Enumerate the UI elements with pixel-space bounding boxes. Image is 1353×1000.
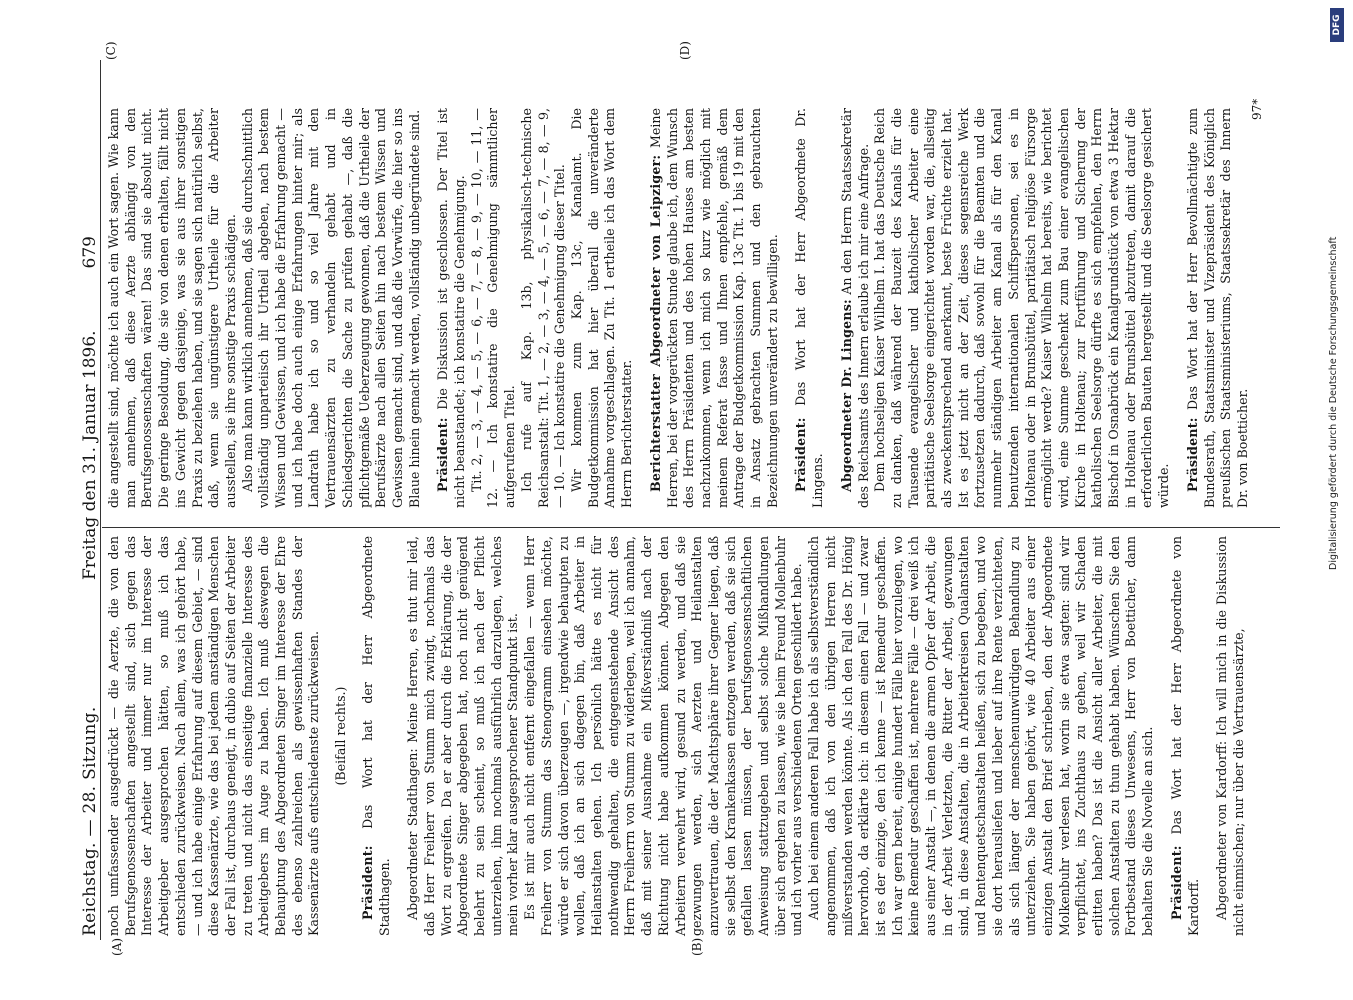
applause-note: (Beifall rechts.) <box>333 686 349 786</box>
left-column <box>106 536 1248 936</box>
remark-text: Das Wort hat der Herr Bevollmächtigte zum Bundesrath, Staatsminister und Vizepräsident des Königlich preußischen Staatsministeriums, Staatssekretär des Innern Dr. von Boetticher. <box>1184 108 1250 508</box>
speaker-name: Präsident: <box>793 417 809 492</box>
margin-marker-a: (A) <box>110 937 124 956</box>
header-date: Freitag den 31. Januar 1896. <box>80 330 100 580</box>
president-remark <box>793 108 826 508</box>
page-number: 679 <box>80 236 100 269</box>
speaker-name: Präsident: <box>359 845 375 920</box>
paragraph: Wir kommen zum Kap. 13c, Kanalamt. Die Budgetkommission hat hier überall die unveränderte Annahme vorgeschlagen. Zu Tit. 1 ertheile ich das Wort dem Herrn Berichterstatter. <box>568 108 635 508</box>
paragraph: Also man kann wirklich annehmen, daß sie durchschnittlich vollständig unparteiisch ihr Urtheil abgeben, nach bestem Wissen und Gewissen, und ich habe die Erfahrung gemacht — und ich habe doch auch einige Erfahrungen hinter mir; als Landrath habe ich so und so viel Jahre mit den Vertrauensärzten zu verhandeln gehabt und in Schiedsgerichten die Sache zu prüfen gehabt —, daß die pflichtgemäße Ueberzeugung gewonnen, daß die Urtheile der Berufsärzte nach allen Seiten hin nach bestem Wissen und Gewissen gemacht sind, und daß die Vorwürfe, die hier so ins Blaue hinein gemacht werden, vollständig unbegründete sind. <box>239 108 422 508</box>
president-remark <box>435 108 468 508</box>
speaker-remark <box>839 108 872 508</box>
margin-marker-b: (B) <box>690 937 704 956</box>
speaker-name: Präsident: <box>1184 417 1200 492</box>
paragraph: die angestellt sind, möchte ich auch ein Wort sagen. Wie kann man annehmen, daß diese Aerzte abhängig von den Berufsgenossenschaften wären! Das sind sie absolut nicht. Die geringe Besoldung, die sie von denen erhalten, fällt nicht ins Gewicht gegen dasjenige, was sie aus ihrer sonstigen Praxis zu beziehen haben, und sie sagen sich natürlich selbst, daß, wenn sie ungünstigere Urtheile für die Arbeiter ausstellen, sie ihre sonstige Praxis schädigen. <box>106 108 238 508</box>
president-remark <box>1169 536 1202 936</box>
margin-marker-c: (C) <box>104 41 118 60</box>
paragraph: Abgeordneter von Kardorff: Ich will mich in die Diskussion nicht einmischen; nur über die Vertrauensärzte, <box>1214 536 1246 936</box>
digitization-credit: Digitalisierung gefördert durch die Deutsche Forschungsgemeinschaft <box>1328 236 1339 570</box>
remark-text: Die Diskussion ist geschlossen. Der Titel ist nicht beanstandet; ich konstatire die Genehmigung. <box>435 108 468 508</box>
paragraph: Es ist mir auch nicht entfernt eingefallen — wenn Herr Freiherr von Stumm das Stenogramm einsehen möchte, würde er sich davon überzeugen —, irgendwie behaupten zu wollen, daß ich an sich dagegen bin, daß Arbeiter in Heilanstalten gehen. Ich persönlich hätte es nicht für nothwendig gehalten, die entgegenstehende Ansicht des Herrn Freiherrn von Stumm zu widerlegen, weil ich annahm, daß mit seiner Ausnahme ein Mißverständniß nach der Richtung nicht habe aufkommen können. Abgegen den Arbeitern verwehrt wird, gesund zu werden, und daß sie gezwungen werden, sich Aerzten und Heilanstalten anzuvertrauen, die der Machtsphäre ihrer Gegner liegen, daß sie selbst den Krankenkassen entzogen werden, daß sie sich gefallen lassen müssen, der berufsgenossenschaftlichen Anweisung stattzugeben und selbst solche Mißhandlungen über sich ergehen zu lassen, wie sie heim Freund Mollenbuhr und ich vorher aus verschiedenen Orten geschildert habe. <box>522 536 805 936</box>
president-remark <box>1185 108 1252 508</box>
paragraph: Tit. 2, — 3, — 4, — 5, — 6, — 7, — 8, — 9, — 10, — 11, — 12. — Ich konstatire die Genehmigung sämmtlicher aufgerufenen Titel. <box>468 108 518 508</box>
speaker-remark <box>648 108 782 508</box>
remark-text: Das Wort hat der Herr Abgeordnete Dr. Lingens. <box>793 108 826 508</box>
header-rule <box>100 60 101 940</box>
margin-marker-d: (D) <box>678 41 692 60</box>
dfg-logo: DFG <box>1330 8 1344 42</box>
paragraph: Abgeordneter Stadthagen: Meine Herren, es thut mir leid, daß Herr Freiherr von Stumm mich zwingt, nochmals das Wort zu ergreifen. Da er aber durch die Erklärung, die der Abgeordnete Singer abgegeben hat, noch nicht genügend belehrt zu sein scheint, so muß ich nach der Pflicht unterziehen, ihm nochmals ausführlich darzulegen, welches mein vorher klar ausgesprochener Standpunkt ist. <box>405 536 521 936</box>
remark-text: Das Wort hat der Herr Abgeordnete von Kardorff. <box>1168 536 1201 936</box>
speaker-name: Berichterstatter Abgeordneter von Leipziger: <box>647 154 663 492</box>
speaker-name: Präsident: <box>435 417 451 492</box>
speaker-name: Präsident: <box>1168 845 1184 920</box>
speaker-name: Abgeordneter Dr. Lingens: <box>838 299 854 492</box>
column-divider <box>102 527 1280 528</box>
paragraph: Auch bei einem anderen Fall habe ich als selbstverständlich angenommen, daß ich von den übrigen Herren nicht mißverstanden werden könnte. Als ich den Fall des Dr. Hönig hervorhob, da erklärte ich: in diesem einen Fall — und zwar ist es der einzige, den ich kenne — ist Remedur geschaffen. Ich war gern bereit, einige hundert Fälle hier vorzulegen, wo keine Remedur geschaffen ist, mehrere Fälle — drei weiß ich aus einer Anstalt —, in denen die armen Opfer der Arbeit, die in der Arbeit Verletzten, die Ritter der Arbeit, gezwungen sind, in diese Anstalten, die in Arbeiterkreisen Qualanstalten und Rentenquetschanstalten heißen, sich zu begeben, und wo sie dort herausliefen und lieber auf ihre Rente verzichteten, als sich länger der menschenunwürdigen Behandlung zu unterziehen. Sie haben gehört, wie 40 Arbeiter aus einer einzigen Anstalt den Brief schrieben, den der Abgeordnete Molkenbuhr verlesen hat, worin sie etwa sagten: sind wir verpflichtet, ins Zuchthaus zu gehen, weil wir Schaden erlitten haben? Das ist die Ansicht aller Arbeiter, die mit solchen Anstalten zu thun gehabt haben. Wünschen Sie den Fortbestand dieses Unwesens, Herr von Boetticher, dann behalten Sie die Novelle an sich. <box>806 536 1156 936</box>
right-column <box>106 108 1252 508</box>
paragraph: noch umfassender ausgedrückt — die Aerzte, die von den Berufsgenossenschaften angestellt sind, sich gegen das Interesse der Arbeiter und immer nur im Interesse der Arbeitgeber ausgesprochen hätten, so muß ich das entschieden zurückweisen. Nach allem, was ich gehört habe, — und ich habe einige Erfahrung auf diesem Gebiet, — sind diese Kassenärzte, wie das bei jedem anständigen Menschen der Fall ist, durchaus geneigt, in dubio auf Seiten der Arbeiter zu treten und nicht das einseitige finanzielle Interesse des Arbeitgebers im Auge zu haben. Ich muß deswegen die Behauptung des Abgeordneten Singer im Interesse der Ehre des ebenso zahlreichen als gewissenhaften Standes der Kassenärzte aufs entschiedenste zurückweisen. <box>106 536 322 936</box>
president-remark <box>360 536 393 936</box>
remark-text: Das Wort hat der Herr Abgeordnete Stadthagen. <box>359 536 392 936</box>
remark-text: Meine Herren, bei der vorgerückten Stunde glaube ich, dem Wunsch des Herrn Präsidenten und des hohen Hauses am besten nachzukommen, wenn ich mich so kurz wie möglich mit meinem Referat fasse und Ihnen empfehle, gemäß dem Antrage der Budgetkommission Kap. 13c Tit. 1 bis 19 mit den in Ansatz gebrachten Summen und den gebrauchten Bezeichnungen unverändert zu bewilligen. <box>647 108 780 508</box>
paragraph: Dem hochseligen Kaiser Wilhelm I. hat das Deutsche Reich zu danken, daß während der Bauzeit des Kanals für die Tausende evangelischer und katholischer Arbeiter eine paritätische Seelsorge eingerichtet worden war, die, allseitig als zweckentsprechend anerkannt, beste Früchte erzielt hat. Ist es jetzt nicht an der Zeit, dieses segensreiche Werk fortzusetzen dadurch, daß sowohl für die Beamten und die nunmehr ständigen Arbeiter am Kanal als für den Kanal benutzenden internationalen Schiffspersonen, sei es in Holtenau oder in Brunsbüttel, paritätisch religiöse Fürsorge ermöglicht werde? Kaiser Wilhelm hat bereits, wie berichtet wird, eine Summe geschenkt zum Bau einer evangelischen Kirche in Holtenau; zur Fortführung und Sicherung der katholischen Seelsorge dürfte es sich empfehlen, den Herrn Bischof in Osnabrück ein Kanalgrundstück von etwa 3 Hektar in Holtenau oder Brunsbüttel abzutreten, damit darauf die erforderlichen Bauten hergestellt und die Seelsorge gesichert würde. <box>872 108 1172 508</box>
sheet-mark: 97* <box>1250 98 1264 120</box>
paragraph: Ich rufe auf Kap. 13b, physikalisch-technische Reichsanstalt: Tit. 1, — 2, — 3, — 4, — 5, — 6, — 7, — 8, — 9, — 10. — Ich konstatire die Genehmigung dieser Titel. <box>518 108 568 508</box>
remark-text: An den Herrn Staatssekretär des Reichsamts des Innern erlaube ich mir eine Anfrage. <box>838 108 871 508</box>
header-session: Reichstag. — 28. Sitzung. <box>80 706 100 936</box>
